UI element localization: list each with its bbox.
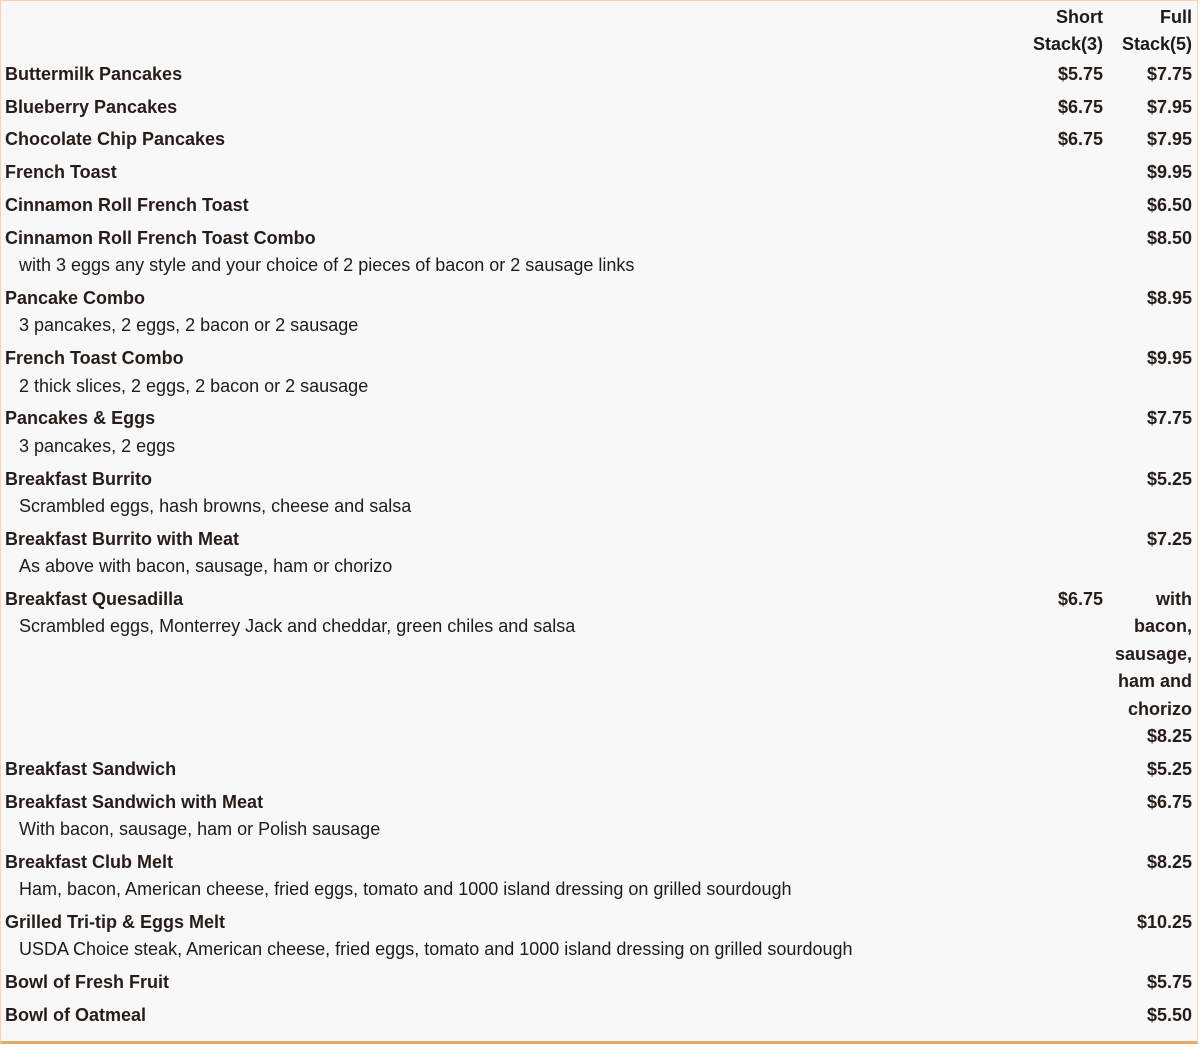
item-name: Blueberry Pancakes — [5, 96, 178, 117]
item-description: As above with bacon, sausage, ham or chorizo — [19, 556, 393, 577]
short-stack-price — [1027, 787, 1108, 847]
full-stack-price: $6.50 — [1146, 195, 1192, 215]
menu-row — [1, 907, 1197, 967]
full-stack-price: $10.25 — [1136, 912, 1192, 933]
item-cell — [1, 847, 1027, 907]
short-stack-price — [1027, 283, 1108, 343]
item-name: French Toast — [5, 162, 117, 183]
short-stack-header: Short Stack(3) — [1032, 7, 1103, 55]
full-stack-price: $8.95 — [1146, 288, 1192, 308]
item-cell — [1, 92, 1027, 125]
item-description: 3 pancakes, 2 eggs — [19, 435, 176, 456]
full-stack-price: with bacon, sausage, ham and chorizo $8.25 — [1114, 589, 1192, 747]
item-name: Pancake Combo — [5, 288, 146, 308]
menu-row — [1, 157, 1197, 190]
item-cell — [1, 403, 1027, 463]
menu-row — [1, 584, 1197, 754]
menu-row — [1, 92, 1197, 125]
menu-row — [1, 124, 1197, 157]
item-column-header — [1, 4, 1027, 59]
short-stack-price — [1027, 524, 1108, 584]
menu-row — [1, 787, 1197, 847]
short-stack-price — [1027, 157, 1108, 190]
item-cell — [1, 190, 1027, 223]
item-cell — [1, 524, 1027, 584]
short-stack-price — [1027, 967, 1108, 1000]
full-stack-price: $9.95 — [1146, 348, 1192, 369]
item-cell — [1, 157, 1027, 190]
item-cell — [1, 283, 1027, 343]
full-stack-price: $7.95 — [1146, 96, 1192, 117]
short-stack-price: $5.75 — [1057, 63, 1103, 84]
item-name: Cinnamon Roll French Toast Combo — [5, 227, 316, 248]
menu-row — [1, 190, 1197, 223]
item-name: Breakfast Sandwich — [5, 758, 177, 779]
item-name: Chocolate Chip Pancakes — [5, 129, 226, 150]
full-stack-price: $7.75 — [1146, 408, 1192, 429]
item-cell — [1, 59, 1027, 92]
item-cell — [1, 223, 1027, 283]
item-description: 3 pancakes, 2 eggs, 2 bacon or 2 sausage — [19, 315, 359, 336]
menu-row — [1, 223, 1197, 283]
short-stack-price — [1027, 754, 1108, 787]
short-stack-price — [1027, 190, 1108, 223]
full-stack-price: $7.75 — [1146, 63, 1192, 84]
item-name: Grilled Tri-tip & Eggs Melt — [5, 912, 226, 933]
menu-items — [1, 59, 1197, 1033]
item-name: Breakfast Sandwich with Meat — [5, 791, 264, 812]
item-cell — [1, 907, 1027, 967]
full-stack-price: $5.75 — [1146, 972, 1192, 993]
item-name: Breakfast Quesadilla — [5, 589, 184, 610]
item-cell — [1, 584, 1027, 754]
full-stack-price: $6.75 — [1146, 791, 1192, 812]
menu-row — [1, 847, 1197, 907]
item-description: 2 thick slices, 2 eggs, 2 bacon or 2 sausage — [19, 375, 369, 396]
short-stack-price: $6.75 — [1057, 129, 1103, 150]
item-name: Cinnamon Roll French Toast — [5, 195, 249, 215]
short-stack-price — [1027, 847, 1108, 907]
short-stack-price: $6.75 — [1057, 589, 1103, 610]
menu-row — [1, 343, 1197, 403]
short-stack-price — [1027, 223, 1108, 283]
item-name: Bowl of Fresh Fruit — [5, 972, 169, 993]
full-stack-price: $5.50 — [1146, 1005, 1192, 1026]
short-stack-price — [1027, 403, 1108, 463]
item-description: With bacon, sausage, ham or Polish sausage — [19, 819, 381, 840]
menu-row — [1, 967, 1197, 1000]
item-name: French Toast Combo — [5, 348, 184, 369]
item-cell — [1, 464, 1027, 524]
item-name: Pancakes & Eggs — [5, 408, 156, 429]
menu-row — [1, 464, 1197, 524]
short-stack-price: $6.75 — [1057, 96, 1103, 117]
menu-row — [1, 754, 1197, 787]
item-cell — [1, 754, 1027, 787]
item-description: with 3 eggs any style and your choice of 2 pieces of bacon or 2 sausage links — [19, 255, 635, 276]
short-stack-price — [1027, 907, 1108, 967]
item-description: Ham, bacon, American cheese, fried eggs, tomato and 1000 island dressing on grilled sourdough — [19, 879, 792, 900]
menu-row — [1, 283, 1197, 343]
short-stack-price — [1027, 1000, 1108, 1033]
full-stack-price: $7.25 — [1146, 528, 1192, 549]
header-row — [1, 4, 1197, 59]
menu-row — [1, 524, 1197, 584]
item-name: Breakfast Club Melt — [5, 851, 174, 872]
item-description: USDA Choice steak, American cheese, fried eggs, tomato and 1000 island dressing on grilled sourdough — [19, 939, 853, 960]
full-stack-price: $7.95 — [1146, 129, 1192, 150]
full-stack-price: $8.25 — [1146, 851, 1192, 872]
item-name: Breakfast Burrito — [5, 468, 153, 489]
item-name: Buttermilk Pancakes — [5, 63, 183, 84]
item-name: Breakfast Burrito with Meat — [5, 528, 240, 549]
item-cell — [1, 967, 1027, 1000]
full-stack-price: $5.25 — [1146, 758, 1192, 779]
menu-table — [1, 4, 1197, 1033]
short-stack-price — [1027, 464, 1108, 524]
item-cell — [1, 787, 1027, 847]
full-stack-price: $5.25 — [1146, 468, 1192, 489]
item-description: Scrambled eggs, Monterrey Jack and cheddar, green chiles and salsa — [19, 616, 576, 637]
menu-row — [1, 403, 1197, 463]
item-cell — [1, 1000, 1027, 1033]
menu-row — [1, 1000, 1197, 1033]
item-cell — [1, 124, 1027, 157]
menu-row — [1, 59, 1197, 92]
full-stack-header: Full Stack(5) — [1121, 7, 1192, 55]
full-stack-price: $8.50 — [1146, 227, 1192, 248]
item-cell — [1, 343, 1027, 403]
item-name: Bowl of Oatmeal — [5, 1005, 147, 1026]
full-stack-price: $9.95 — [1146, 162, 1192, 183]
short-stack-price — [1027, 343, 1108, 403]
item-description: Scrambled eggs, hash browns, cheese and salsa — [19, 496, 412, 517]
